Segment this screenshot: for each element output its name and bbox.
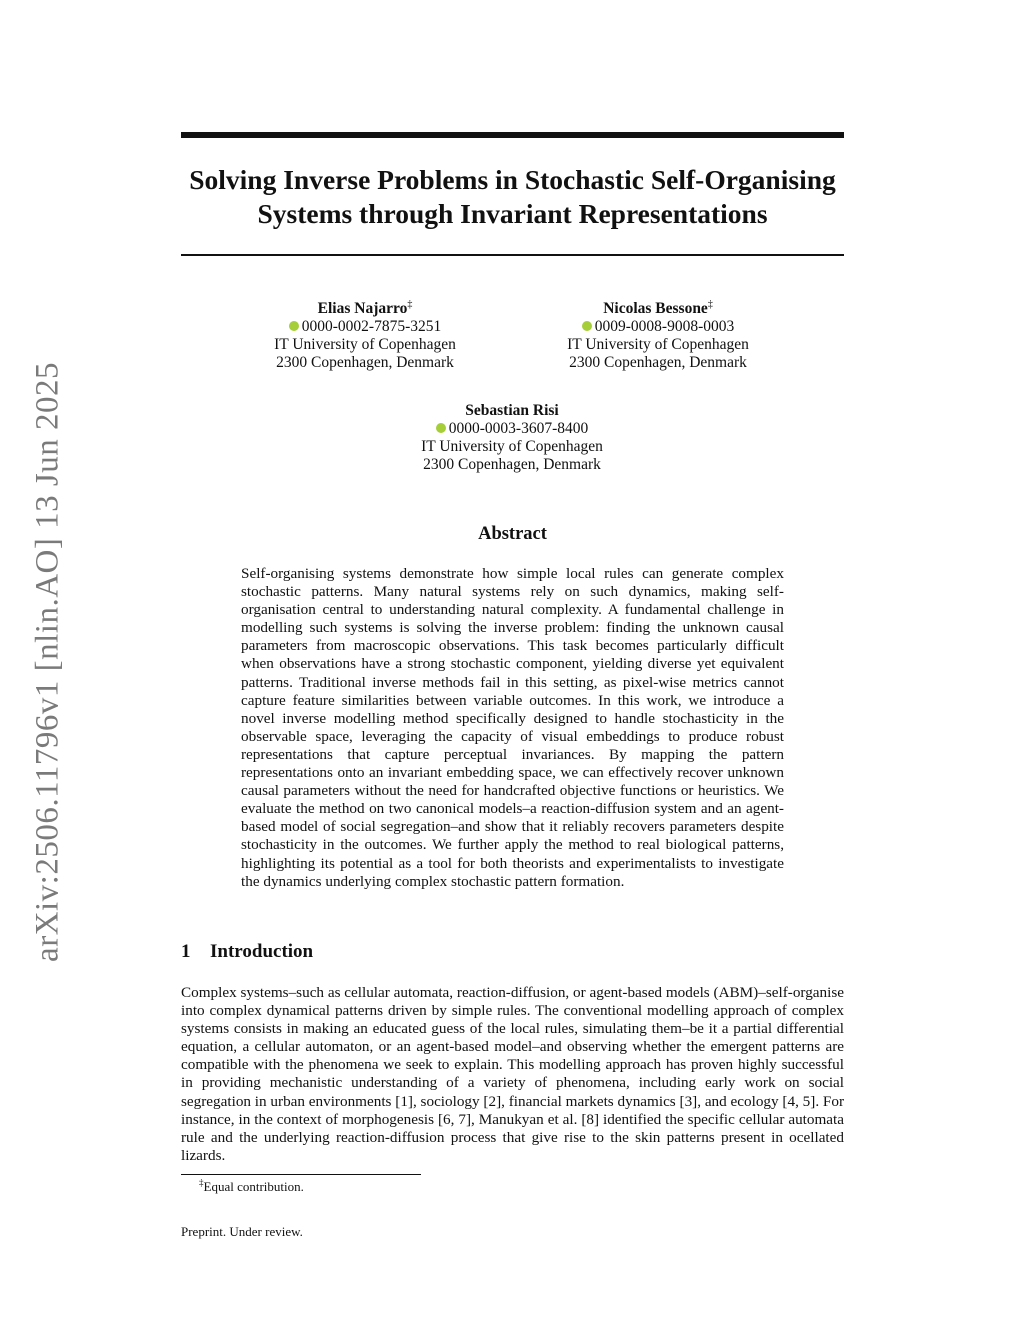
- author-block-1: [240, 300, 490, 372]
- footnote: [199, 1179, 304, 1195]
- orcid-icon[interactable]: [289, 321, 299, 331]
- author-affiliation: IT University of Copenhagen: [567, 336, 749, 353]
- footer-preprint-note: Preprint. Under review.: [181, 1224, 303, 1239]
- footnote-text: Equal contribution.: [203, 1179, 304, 1194]
- abstract-text: Self-organising systems demonstrate how simple local rules can generate complex stochastic patterns. Many natural systems rely on such dynamics, making self-organisation central to understanding natural complexity. A fundamental challenge in modelling such systems is solving the inverse problem: finding the unknown causal parameters from macroscopic observations. This task becomes particularly difficult when observations have a strong stochastic component, yielding diverse yet equivalent patterns. Traditional inverse methods fail in this setting, as pixel-wise metrics cannot capture feature similarities between variable outcomes. In this work, we introduce a novel inverse modelling method specifically designed to handle stochasticity in the observable space, leveraging the capacity of visual embeddings to produce robust representations that capture perceptual invariances. By mapping the pattern representations onto an invariant embedding space, we can effectively recover unknown causal parameters without the need for handcrafted objective functions or heuristics. We evaluate the method on two canonical models–a reaction-diffusion system and an agent-based model of social segregation–and show that it reliably recovers parameters despite stochasticity in the outcomes. We further apply the method to real biological patterns, highlighting its potential as a tool for both theorists and experimentalists to investigate the dynamics underlying complex stochastic pattern formation.: [241, 565, 784, 890]
- author-orcid[interactable]: 0009-0008-9008-0003: [594, 318, 735, 335]
- introduction-text: Complex systems–such as cellular automata, reaction-diffusion, or agent-based models (ABM)–self-organise into complex dynamical patterns driven by simple rules. The conventional modelling approach of complex systems consists in making an educated guess of the local rules, simulating them–be it a partial differential equation, a cellular automaton, or an agent-based model–and observing whether the emergent patterns are compatible with the phenomena we seek to explain. This modelling approach has proven highly successful in providing mechanistic understanding of a variety of phenomena, including early work on social segregation in urban environments [1], sociology [2], financial markets dynamics [3], and ecology [4, 5]. For instance, in the context of morphogenesis [6, 7], Manukyan et al. [8] identified the specific cellular automata rule and the underlying reaction-diffusion process that give rise to the skin patterns present in ocellated lizards.: [181, 984, 845, 1164]
- author-address: 2300 Copenhagen, Denmark: [423, 456, 601, 473]
- author-name: Elias Najarro: [317, 300, 408, 317]
- author-orcid[interactable]: 0000-0002-7875-3251: [301, 318, 442, 335]
- author-name: Sebastian Risi: [465, 402, 559, 419]
- author-block-3: [387, 402, 637, 474]
- author-orcid[interactable]: 0000-0003-3607-8400: [448, 420, 589, 437]
- author-affiliation: IT University of Copenhagen: [421, 438, 603, 455]
- author-name: Nicolas Bessone: [603, 300, 708, 317]
- arxiv-identifier-stamp: arXiv:2506.11796v1 [nlin.AO] 13 Jun 2025: [29, 362, 66, 962]
- title-top-rule: [181, 132, 844, 138]
- section-number: 1: [181, 941, 191, 962]
- equal-contribution-mark: ‡: [707, 298, 713, 310]
- author-affiliation: IT University of Copenhagen: [274, 336, 456, 353]
- author-block-2: [533, 300, 783, 372]
- paper-title: Solving Inverse Problems in Stochastic Self-Organising Systems through Invariant Representations: [189, 164, 836, 229]
- title-bottom-rule: [181, 254, 844, 256]
- orcid-icon[interactable]: [436, 423, 446, 433]
- footnote-rule: [181, 1174, 421, 1175]
- section-heading-introduction: [181, 941, 313, 963]
- equal-contribution-mark: ‡: [407, 298, 413, 310]
- abstract-heading: Abstract: [478, 524, 547, 544]
- footnote-mark: ‡: [199, 1177, 204, 1188]
- author-address: 2300 Copenhagen, Denmark: [276, 354, 454, 371]
- author-address: 2300 Copenhagen, Denmark: [569, 354, 747, 371]
- orcid-icon[interactable]: [582, 321, 592, 331]
- section-title: Introduction: [210, 941, 314, 962]
